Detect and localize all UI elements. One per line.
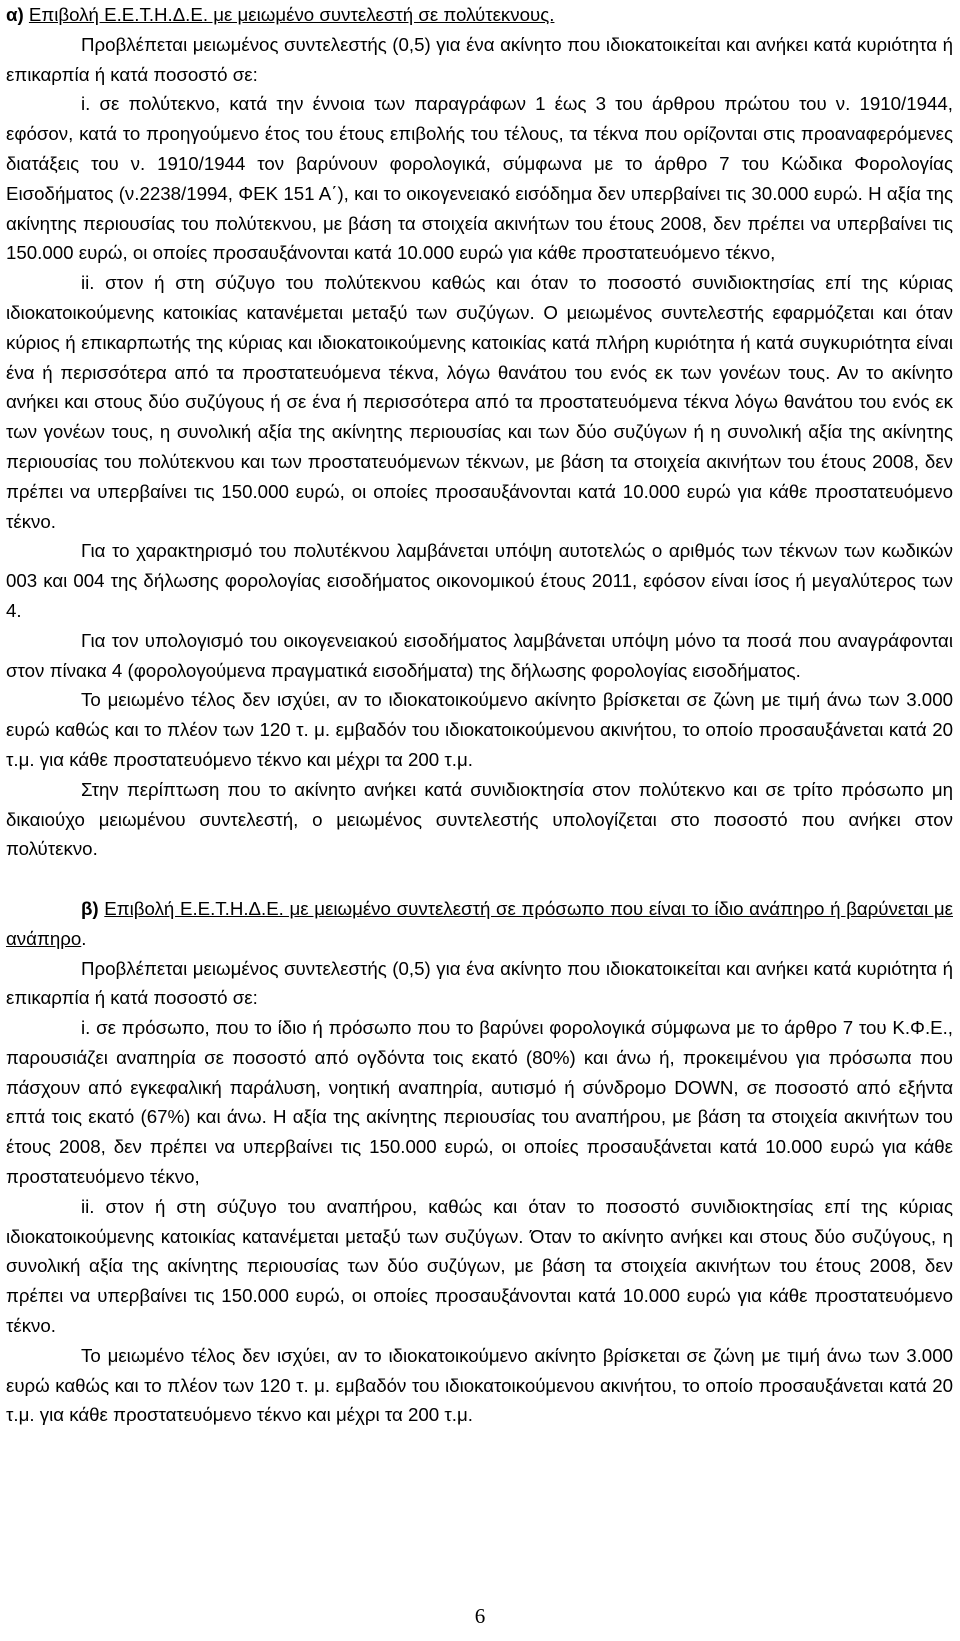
section-a-item-ii: ii. στον ή στη σύζυγο του πολύτεκνου καθώς και όταν το ποσοστό συνιδιοκτησίας επί της κύριας ιδιοκατοικούμενης κατοικίας κατανέμεται μεταξύ των συζύγων. Ο μειωμένος συντελεστής εφαρμόζεται και όταν κύριος ή επικαρπωτής της κύριας και ιδιοκατοικούμενης κατοικίας κατά πλήρη κυριότητα ή κατά συγκυριότητα είναι ένα ή περισσότερα από τα προστατευόμενα τέκνα, λόγω θανάτου του ενός εκ των γονέων τους. Αν το ακίνητο ανήκει και στους δύο συζύγους ή σε ένα ή περισσότερα από τα προστατευόμενα τέκνα λόγω θανάτου του ενός εκ των γονέων τους, η συνολική αξία της ακίνητης περιουσίας και των δύο συζύγων ή η συνολική αξία της ακίνητης περιουσίας του πολύτεκνου και των προστατευόμενων τέκνων, με βάση τα στοιχεία ακινήτων του έτους 2008, δεν πρέπει να υπερβαίνει τις 150.000 ευρώ, οι οποίες προσαυξάνονται κατά 10.000 ευρώ για κάθε προστατευόμενο τέκνο.	[6, 272, 953, 532]
section-b-heading	[6, 894, 953, 954]
document-page	[6, 0, 953, 1430]
section-b-label: β)	[81, 897, 99, 919]
section-spacer	[6, 864, 953, 894]
section-a-item-i: i. σε πολύτεκνο, κατά την έννοια των παραγράφων 1 έως 3 του άρθρου πρώτου του ν. 1910/1944, εφόσον, κατά το προηγούμενο έτος του έτους επιβολής του τέλους, τα τέκνα που ορίζονται στις προαναφερόμενες διατάξεις του ν. 1910/1944 τον βαρύνουν φορολογικά, σύμφωνα με το άρθρο 7 του Κώδικα Φορολογίας Εισοδήματος (ν.2238/1994, ΦΕΚ 151 Α΄), και το οικογενειακό εισόδημα δεν υπερβαίνει τις 30.000 ευρώ. Η αξία της ακίνητης περιουσίας του πολύτεκνου, με βάση τα στοιχεία ακινήτων του έτους 2008, δεν πρέπει να υπερβαίνει τις 150.000 ευρώ, οι οποίες προσαυξάνονται κατά 10.000 ευρώ για κάθε προστατευόμενο τέκνο,	[6, 93, 953, 264]
section-b-reduced-fee-paragraph: Το μειωμένο τέλος δεν ισχύει, αν το ιδιοκατοικούμενο ακίνητο βρίσκεται σε ζώνη με τιμή άνω των 3.000 ευρώ καθώς και το πλέον των 120 τ. μ. εμβαδόν του ιδιοκατοικούμενου ακινήτου, το οποίο προσαυξάνεται κατά 20 τ.μ. για κάθε προστατευόμενο τέκνο και μέχρι τα 200 τ.μ.	[6, 1344, 953, 1426]
section-b-title-end: .	[81, 927, 87, 949]
section-a-label: α)	[6, 4, 24, 25]
page-number: 6	[474, 1604, 486, 1628]
section-b-item-ii: ii. στον ή στη σύζυγο του αναπήρου, καθώς και όταν το ποσοστό συνιδιοκτησίας επί της κύριας ιδιοκατοικούμενης κατοικίας κατανέμεται μεταξύ των συζύγων. Όταν το ακίνητο ανήκει και στους δύο συζύγους, η συνολική αξία της ακίνητης περιουσίας των δύο συζύγων, με βάση τα στοιχεία ακινήτων του έτους 2008, δεν πρέπει να υπερβαίνει τις 150.000 ευρώ, οι οποίες προσαυξάνονται κατά 10.000 ευρώ για κάθε προστατευόμενο τέκνο.	[6, 1195, 953, 1337]
section-b-intro: Προβλέπεται μειωμένος συντελεστής (0,5) για ένα ακίνητο που ιδιοκατοικείται και ανήκει κατά κυριότητα ή επικαρπία ή κατά ποσοστό σε:	[6, 957, 953, 1009]
section-a-reduced-fee-paragraph: Το μειωμένο τέλος δεν ισχύει, αν το ιδιοκατοικούμενο ακίνητο βρίσκεται σε ζώνη με τιμή άνω των 3.000 ευρώ καθώς και το πλέον των 120 τ. μ. εμβαδόν του ιδιοκατοικούμενου ακινήτου, το οποίο προσαυξάνεται κατά 20 τ.μ. για κάθε προστατευόμενο τέκνο και μέχρι τα 200 τ.μ.	[6, 689, 953, 770]
section-a-intro: Προβλέπεται μειωμένος συντελεστής (0,5) για ένα ακίνητο που ιδιοκατοικείται και ανήκει κατά κυριότητα ή επικαρπία ή κατά ποσοστό σε:	[6, 33, 953, 85]
section-b-item-i: i. σε πρόσωπο, που το ίδιο ή πρόσωπο που το βαρύνει φορολογικά σύμφωνα με το άρθρο 7 του Κ.Φ.Ε., παρουσιάζει αναπηρία σε ποσοστό από ογδόντα τοις εκατό (80%) και άνω ή, προκειμένου για πρόσωπα που πάσχουν από εγκεφαλική παράλυση, νοητική αναπηρία, αυτισμό ή σύνδρομο DOWN, σε ποσοστό από εξήντα επτά τοις εκατό (67%) και άνω. Η αξία της ακίνητης περιουσίας του αναπήρου, με βάση τα στοιχεία ακινήτων του έτους 2008, δεν πρέπει να υπερβαίνει τις 150.000 ευρώ, οι οποίες προσαυξάνεται κατά 10.000 ευρώ για κάθε προστατευόμενο τέκνο,	[6, 1017, 953, 1188]
section-a-children-paragraph: Για το χαρακτηρισμό του πολυτέκνου λαμβάνεται υπόψη αυτοτελώς ο αριθμός των τέκνων των κωδικών 003 και 004 της δήλωσης φορολογίας εισοδήματος οικονομικού έτους 2011, εφόσον είναι ίσος ή μεγαλύτερος των 4.	[6, 540, 953, 621]
section-a-heading	[6, 0, 953, 30]
section-a-title: Επιβολή Ε.Ε.Τ.Η.Δ.Ε. με μειωμένο συντελεστή σε πολύτεκνους.	[28, 4, 555, 25]
section-a-coownership-paragraph: Στην περίπτωση που το ακίνητο ανήκει κατά συνιδιοκτησία στον πολύτεκνο και σε τρίτο πρόσωπο μη δικαιούχο μειωμένου συντελεστή, ο μειωμένος συντελεστής υπολογίζεται στο ποσοστό που ανήκει στον πολύτεκνο.	[6, 778, 953, 860]
section-a-income-paragraph: Για τον υπολογισμό του οικογενειακού εισοδήματος λαμβάνεται υπόψη μόνο τα ποσά που αναγράφονται στον πίνακα 4 (φορολογούμενα πραγματικά εισοδήματα) της δήλωσης φορολογίας εισοδήματος.	[6, 629, 953, 681]
section-b-title: Επιβολή Ε.Ε.Τ.Η.Δ.Ε. με μειωμένο συντελεστή σε πρόσωπο που είναι το ίδιο ανάπηρο ή βαρύνεται με ανάπηρο	[6, 897, 953, 949]
